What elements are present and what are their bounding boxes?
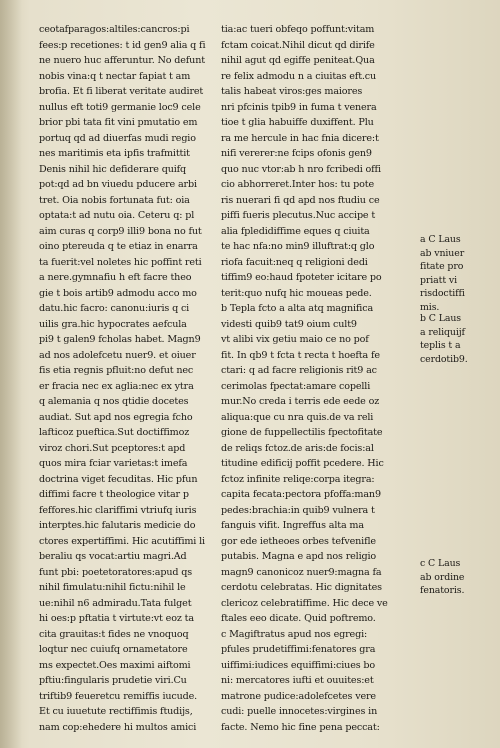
text-line: gione de fuppellectilis fpectofitate bbox=[221, 427, 383, 438]
text-line: doctrina viget fecuditas. Hic pfun bbox=[39, 473, 198, 485]
text-line: cita grauitas:t fides ne vnoquoq bbox=[39, 628, 189, 640]
text-line: er fracia nec ex aglia:nec ex ytra bbox=[39, 380, 194, 392]
text-line: uiffimi:iudices equiffimi:ciues bo bbox=[221, 659, 376, 671]
text-line: nifi vererer:ne fcips ofonis gen9 bbox=[221, 148, 372, 159]
text-line: ctari: q ad facre religionis rit9 ac bbox=[221, 365, 377, 376]
text-line: ctores expertiffimi. Hic acutiffimi li bbox=[39, 535, 205, 547]
text-line: b Tepla fcto a alta atq magnifica bbox=[221, 303, 374, 314]
text-line: titudine edificij poffit pcedere. Hic bbox=[221, 458, 384, 469]
text-line: portuq qd ad diuerfas mudi regio bbox=[39, 132, 196, 144]
left-text-column bbox=[39, 22, 222, 735]
margin-note-line: fenatoris. bbox=[420, 585, 465, 596]
text-line: facte. Nemo hic fine pena peccat: bbox=[221, 721, 380, 733]
text-line: quos mira fciar varietas:t imefa bbox=[39, 458, 188, 469]
margin-note-line: teplis t a bbox=[420, 340, 461, 351]
text-line: quo nuc vtor:ab h nro fcribedi offi bbox=[221, 163, 381, 175]
text-line: fctam coicat.Nihil dicut qd dirife bbox=[221, 39, 375, 51]
text-line: pedes:brachia:in quib9 vulnera t bbox=[221, 504, 375, 516]
text-line: terit:quo nufq hic moueas pede. bbox=[221, 287, 372, 299]
margin-note-line: c C Laus bbox=[420, 558, 461, 569]
text-line: clericoz celebratiffime. Hic dece ve bbox=[221, 597, 388, 609]
text-line: ad nos adolefcetu nuer9. et oiuer bbox=[39, 349, 196, 361]
text-line: hi oes:p pftatia t virtute:vt eoz ta bbox=[39, 613, 194, 624]
text-line: aliqua:que cu nra quis.de va reli bbox=[221, 411, 374, 423]
right-text-column bbox=[221, 22, 414, 735]
margin-note-line: priatt vi bbox=[420, 274, 457, 286]
text-line: ni: mercatores iufti et ouuites:et bbox=[221, 675, 374, 686]
text-line: interptes.hic falutaris medicie do bbox=[39, 520, 196, 531]
text-line: c Magiftratus apud nos egregi: bbox=[221, 628, 368, 640]
text-line: re felix admodu n a ciuitas eft.cu bbox=[221, 70, 377, 82]
text-line: nobis vina:q t nectar fapiat t am bbox=[39, 70, 191, 82]
text-line: oino ptereuda q te etiaz in enarra bbox=[39, 241, 198, 252]
text-line: brior pbi tata fit vini pmutatio em bbox=[39, 117, 198, 128]
text-line: nam cop:ehedere hi multos amici bbox=[39, 721, 197, 733]
text-line: ue:nihil n6 admiradu.Tata fulget bbox=[39, 597, 192, 609]
text-line: tia:ac tueri obfeqo poffunt:vitam bbox=[221, 24, 375, 35]
text-line: tioe t glia habuiffe duxiffent. Plu bbox=[221, 117, 374, 128]
text-line: magn9 canonicoz nuer9:magna fa bbox=[221, 566, 382, 578]
text-line: datu.hic facro: canonu:iuris q ci bbox=[39, 303, 190, 314]
margin-note-a bbox=[420, 233, 496, 314]
text-line: cerdotu celebratas. Hic dignitates bbox=[221, 582, 382, 593]
text-line: putabis. Magna e apd nos religio bbox=[221, 551, 377, 562]
text-line: diffimi facre t theologice vitar p bbox=[39, 489, 189, 500]
text-line: ta fuerit:vel noletes hic poffint reti bbox=[39, 256, 202, 268]
text-line: uilis gra.hic hypocrates aefcula bbox=[39, 318, 187, 330]
text-line: Et cu iuuetute rectiffimis ftudijs, bbox=[39, 706, 193, 717]
text-line: vt alibi vix getiu maio ce no pof bbox=[221, 334, 369, 345]
text-line: pftiu:fingularis prudetie viri.Cu bbox=[39, 675, 187, 686]
text-line: nri pfcinis tpib9 in fuma t venera bbox=[221, 101, 377, 113]
text-line: fctoz infinite reliqe:corpa itegra: bbox=[221, 473, 375, 485]
text-line: fees:p recetiones: t id gen9 alia q fi bbox=[39, 39, 206, 51]
text-line: ne nuero huc afferuntur. No defunt bbox=[39, 55, 205, 66]
text-line: lafticoz pueftica.Sut doctiffimoz bbox=[39, 427, 190, 438]
text-line: nihil fimulatu:nihil fictu:nihil le bbox=[39, 582, 186, 593]
text-line: Denis nihil hic defiderare quifq bbox=[39, 163, 187, 175]
text-line: alia fpledidiffime eques q ciuita bbox=[221, 225, 370, 237]
text-line: ms expectet.Oes maximi aiftomi bbox=[39, 659, 191, 671]
text-line: funt pbi: poetetoratores:apud qs bbox=[39, 566, 193, 578]
text-line: aim curas q corp9 illi9 bona no fut bbox=[39, 225, 202, 237]
text-line: brofia. Et fi liberat veritate audiret bbox=[39, 86, 204, 97]
text-line: fit. In qb9 t fcta t recta t hoefta fe bbox=[221, 349, 380, 361]
text-line: talis habeat viros:ges maiores bbox=[221, 86, 363, 97]
text-line: feffores.hic clariffimi vtriufq iuris bbox=[39, 504, 197, 516]
text-line: beraliu qs vocat:artiu magri.Ad bbox=[39, 551, 187, 562]
text-line: cudi: puelle innocetes:virgines in bbox=[221, 706, 378, 717]
text-line: pi9 t galen9 fcholas habet. Magn9 bbox=[39, 334, 201, 345]
margin-note-line: a C Laus bbox=[420, 234, 461, 245]
text-line: matrone pudice:adolefcetes vere bbox=[221, 690, 376, 702]
text-line: ceotafparagos:altiles:cancros:pi bbox=[39, 24, 190, 35]
margin-note-b bbox=[420, 312, 496, 366]
margin-note-line: cerdotib9. bbox=[420, 353, 468, 365]
text-line: gie t bois artib9 admodu acco mo bbox=[39, 287, 197, 299]
text-line: gor ede ietheoes orbes tefvenifle bbox=[221, 535, 376, 547]
page-gutter-shadow bbox=[0, 0, 22, 748]
margin-note-line: mis. bbox=[420, 301, 440, 313]
text-line: te hac nfa:no min9 illuftrat:q glo bbox=[221, 241, 375, 252]
margin-note-line: risdoctiffi bbox=[420, 288, 465, 299]
text-line: nihil agut qd egiffe peniteat.Qua bbox=[221, 55, 375, 66]
text-line: triftib9 feueretcu remiffis iucude. bbox=[39, 690, 198, 702]
text-line: a nere.gymnafiu h eft facre theo bbox=[39, 272, 192, 283]
margin-note-line: ab ordine bbox=[420, 571, 465, 583]
margin-note-c bbox=[420, 557, 496, 598]
text-line: q alemania q nos qtidie docetes bbox=[39, 396, 189, 407]
text-line: pot:qd ad bn viuedu pducere arbi bbox=[39, 179, 197, 190]
text-line: fanguis vifit. Ingreffus alta ma bbox=[221, 520, 364, 531]
text-line: cio abhorreret.Inter hos: tu pote bbox=[221, 179, 374, 190]
text-line: ftales eeo dicate. Quid poftremo. bbox=[221, 613, 376, 624]
text-line: pfules prudetiffimi:fenatores gra bbox=[221, 644, 376, 655]
text-line: fis etia regnis pfluit:no defut nec bbox=[39, 365, 194, 376]
margin-note-line: fitate pro bbox=[420, 261, 464, 272]
text-line: riofa facuit:neq q religioni dedi bbox=[221, 256, 368, 268]
text-line: tiffim9 eo:haud fpoteter icitare po bbox=[221, 272, 382, 283]
text-line: nes maritimis eta ipfis trafmittit bbox=[39, 148, 190, 159]
text-line: viroz chori.Sut pceptores:t apd bbox=[39, 442, 186, 454]
margin-note-line: ab vniuer bbox=[420, 247, 465, 259]
text-line: ra me hercule in hac fnia dicere:t bbox=[221, 132, 379, 144]
text-line: optata:t ad nutu oia. Ceteru q: pl bbox=[39, 210, 195, 221]
text-line: de reliqs fctoz.de aris:de focis:al bbox=[221, 442, 374, 454]
text-line: piffi fueris plecutus.Nuc accipe t bbox=[221, 210, 376, 221]
text-line: tret. Oia nobis fortunata fut: oia bbox=[39, 194, 190, 206]
text-line: capita fecata:pectora pfoffa:man9 bbox=[221, 489, 381, 500]
text-line: mur.No creda i terris ede eede oz bbox=[221, 396, 380, 407]
text-line: videsti quib9 tat9 oium cult9 bbox=[221, 318, 357, 330]
text-line: nullus eft toti9 germanie loc9 cele bbox=[39, 101, 201, 113]
margin-note-line: b C Laus bbox=[420, 313, 461, 324]
text-line: cerimolas fpectat:amare copelli bbox=[221, 380, 371, 392]
text-line: ris nuerari fi qd apd nos ftudiu ce bbox=[221, 194, 380, 206]
text-line: loqtur nec cuiufq ornametatore bbox=[39, 644, 188, 655]
margin-note-line: a reliquijf bbox=[420, 326, 465, 338]
text-line: audiat. Sut apd nos egregia fcho bbox=[39, 411, 193, 423]
